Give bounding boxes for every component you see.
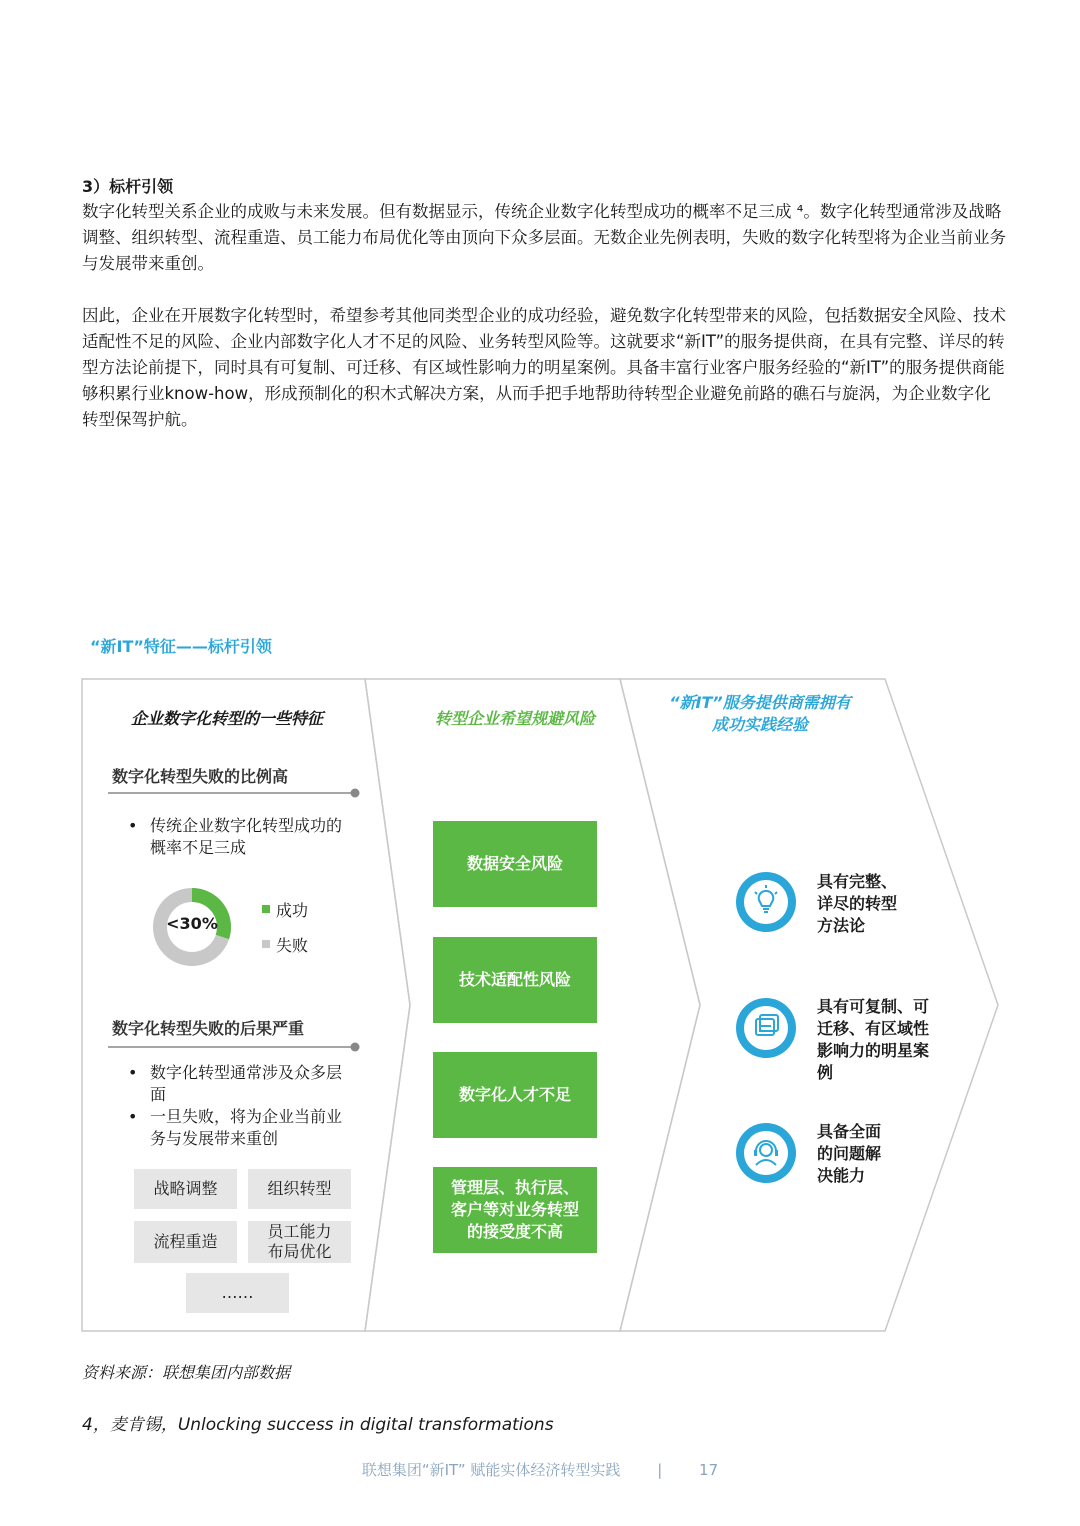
sub1-underline-dot (351, 789, 360, 798)
risk-data-security: 数据安全风险 (433, 821, 597, 907)
sub-heading-1: 数字化转型失败的比例高 (112, 767, 289, 786)
col2-title: 转型企业希望规避风险 (434, 709, 595, 728)
legend-fail-swatch (262, 940, 270, 948)
legend-fail: 失败 (276, 936, 309, 955)
sub-heading-2: 数字化转型失败的后果严重 (112, 1019, 305, 1038)
risk-acceptance: 管理层、执行层、客户等对业务转型的接受度不高 (433, 1167, 597, 1253)
bullet-item: • 数字化转型通常涉及众多层面 (128, 1062, 348, 1106)
paragraph-1: 数字化转型关系企业的成败与未来发展。但有数据显示，传统企业数字化转型成功的概率不足三成 ⁴。数字化转型通常涉及战略调整、组织转型、流程重造、员工能力布局优化等由顶向下众多层面。无数企业先例表明，失败的数字化转型将为企业当前业务与发展带来重创。 (82, 202, 1006, 273)
exp-methodology: 具有完整、详尽的转型方法论 (817, 872, 898, 935)
tag-staff: 员工能力布局优化 (248, 1221, 351, 1263)
col3-title: “新IT”服务提供商需拥有 成功实践经验 (669, 693, 851, 734)
page-number: 17 (699, 1461, 719, 1479)
risk-talent: 数字化人才不足 (433, 1052, 597, 1138)
footnote: 4，麦肯锡，Unlocking success in digital transformations (82, 1415, 554, 1435)
exp-capability: 具备全面的问题解决能力 (817, 1122, 882, 1185)
exp-cases: 具有可复制、可迁移、有区域性影响力的明星案例 (817, 997, 930, 1082)
risk-tech-fit: 技术适配性风险 (433, 937, 597, 1023)
footer-separator: | (657, 1461, 663, 1479)
tag-strategy: 战略调整 (134, 1169, 237, 1209)
donut-label: <30% (166, 914, 218, 933)
bullet-item: • 一旦失败，将为企业当前业务与发展带来重创 (128, 1106, 348, 1150)
tag-more: …… (186, 1273, 289, 1313)
tag-organization: 组织转型 (248, 1169, 351, 1209)
bullet-item: • 传统企业数字化转型成功的概率不足三成 (128, 815, 348, 859)
cards-icon (736, 998, 796, 1058)
col1-title: 企业数字化转型的一些特征 (130, 709, 323, 728)
panel-experience (620, 679, 998, 1331)
legend-success-swatch (262, 905, 270, 913)
figure-title: “新IT”特征——标杆引领 (90, 637, 272, 656)
page-footer (0, 1459, 1080, 1480)
source-note: 资料来源：联想集团内部数据 (82, 1363, 291, 1382)
bullets-1 (128, 815, 348, 859)
sub2-underline-dot (351, 1043, 360, 1052)
paragraph-2: 因此，企业在开展数字化转型时，希望参考其他同类型企业的成功经验，避免数字化转型带来的风险，包括数据安全风险、技术适配性不足的风险、企业内部数字化人才不足的风险、业务转型风险等。这就要求“新IT”的服务提供商，在具有完整、详尽的转型方法论前提下，同时具有可复制、可迁移、有区域性影响力的明星案例。具备丰富行业客户服务经验的“新IT”的服务提供商能够积累行业know-how，形成预制化的积木式解决方案，从而手把手地帮助待转型企业避免前路的礁石与旋涡，为企业数字化转型保驾护航。 (82, 306, 1006, 429)
lightbulb-icon (736, 872, 796, 932)
bullets-2 (128, 1062, 348, 1150)
tag-process: 流程重造 (134, 1221, 237, 1263)
footer-title: 联想集团“新IT” 赋能实体经济转型实践 (361, 1461, 621, 1479)
support-agent-icon (736, 1123, 796, 1183)
section-heading: 3）标杆引领 (82, 177, 174, 196)
legend-success: 成功 (276, 901, 309, 920)
